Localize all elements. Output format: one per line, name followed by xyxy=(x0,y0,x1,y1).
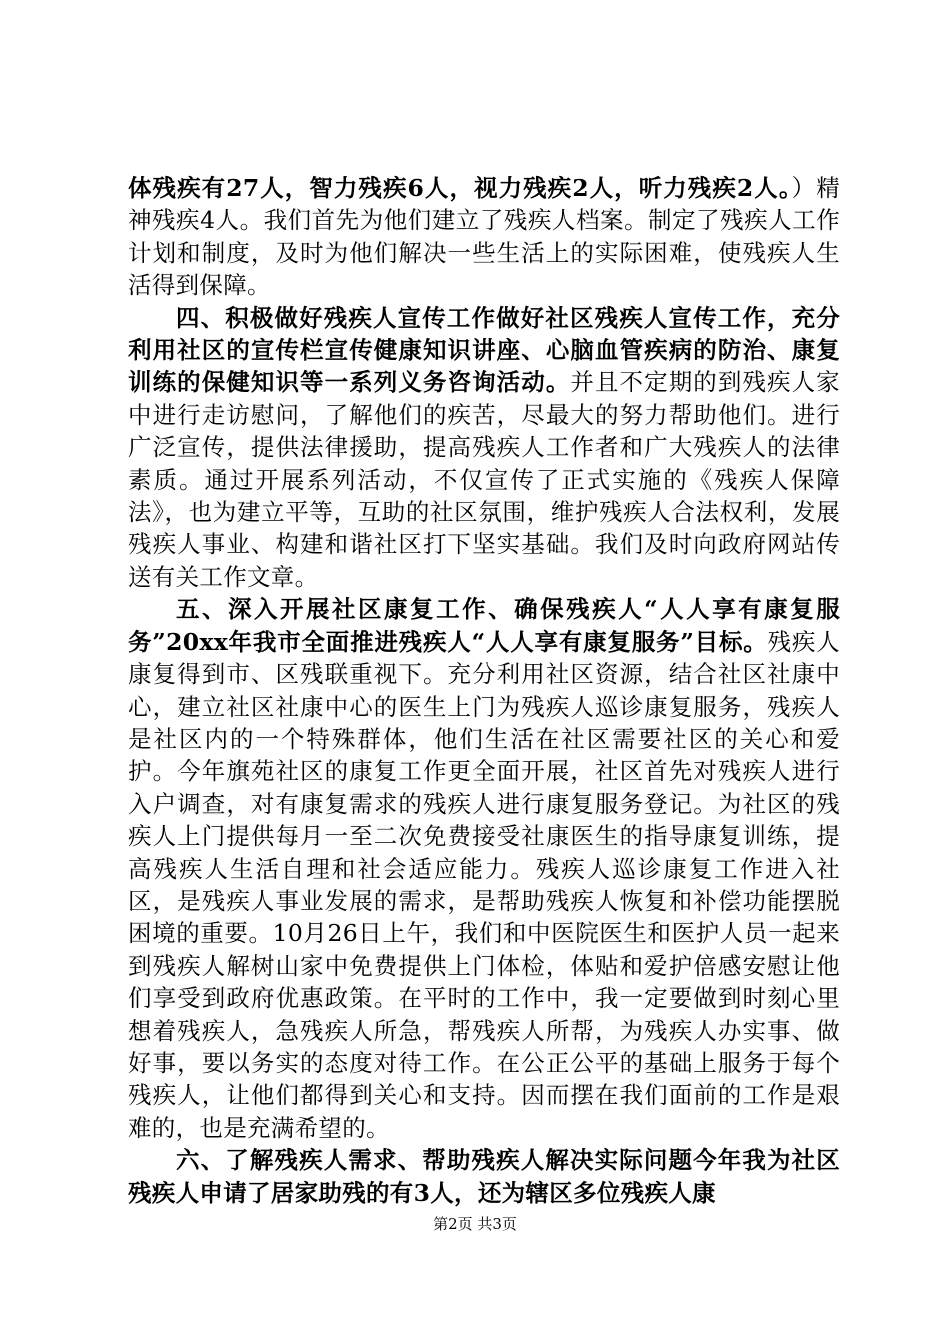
document-body xyxy=(128,172,840,1209)
section-heading-four: 四、积极做好残疾人宣传工作做好社区残疾人宣传工作，充分利用社区的宣传栏宣传健康知识讲座、心脑血管疾病的防治、康复训练的保健知识等一系列义务咨询活动。 xyxy=(128,303,840,397)
section-heading-six: 六、了解残疾人需求、帮助残疾人解决实际问题今年我为社区残疾人申请了居家助残的有3人，还为辖区多位残疾人康 xyxy=(128,1146,840,1207)
paragraph-section-five xyxy=(128,593,840,1144)
page-number-label: 第2页 共3页 xyxy=(433,1215,517,1233)
paragraph-section-four xyxy=(128,302,840,594)
page-footer xyxy=(0,1214,950,1234)
paragraph-disability-stats xyxy=(128,172,840,302)
paragraph-text: 残疾人康复得到市、区残联重视下。充分利用社区资源，结合社区社康中心，建立社区社康中心的医生上门为残疾人巡诊康复服务，残疾人是社区内的一个特殊群体，他们生活在社区需要社区的关心和爱护。今年旗苑社区的康复工作更全面开展，社区首先对残疾人进行入户调查，对有康复需求的残疾人进行康复服务登记。为社区的残疾人上门提供每月一至二次免费接受社康医生的指导康复训练，提高残疾人生活自理和社会适应能力。残疾人巡诊康复工作进入社区，是残疾人事业发展的需求，是帮助残疾人恢复和补偿功能摆脱困境的重要。10月26日上午，我们和中医院医生和医护人员一起来到残疾人解树山家中免费提供上门体检，体贴和爱护倍感安慰让他们享受到政府优惠政策。在平时的工作中，我一定要做到时刻心里想着残疾人，急残疾人所急，帮残疾人所帮，为残疾人办实事、做好事，要以务实的态度对待工作。在公正公平的基础上服务于每个残疾人，让他们都得到关心和支持。因而摆在我们面前的工作是艰难的，也是充满希望的。 xyxy=(128,627,840,1142)
section-heading-five: 五、深入开展社区康复工作、确保残疾人“人人享有康复服务”20xx年我市全面推进残疾人“人人享有康复服务”目标。 xyxy=(128,595,840,656)
paragraph-text: ）精神残疾4人。我们首先为他们建立了残疾人档案。制定了残疾人工作计划和制度，及时为他们解决一些生活上的实际困难，使残疾人生活得到保障。 xyxy=(128,174,840,300)
paragraph-section-six xyxy=(128,1144,840,1209)
paragraph-bold-text: 体残疾有27人，智力残疾6人，视力残疾2人，听力残疾2人。 xyxy=(128,174,792,202)
paragraph-text: 并且不定期的到残疾人家中进行走访慰问，了解他们的疾苦，尽最大的努力帮助他们。进行广泛宣传，提供法律援助，提高残疾人工作者和广大残疾人的法律素质。通过开展系列活动，不仅宣传了正式实施的《残疾人保障法》，也为建立平等，互助的社区氛围，维护残疾人合法权利，发展残疾人事业、构建和谐社区打下坚实基础。我们及时向政府网站传送有关工作文章。 xyxy=(128,368,840,591)
